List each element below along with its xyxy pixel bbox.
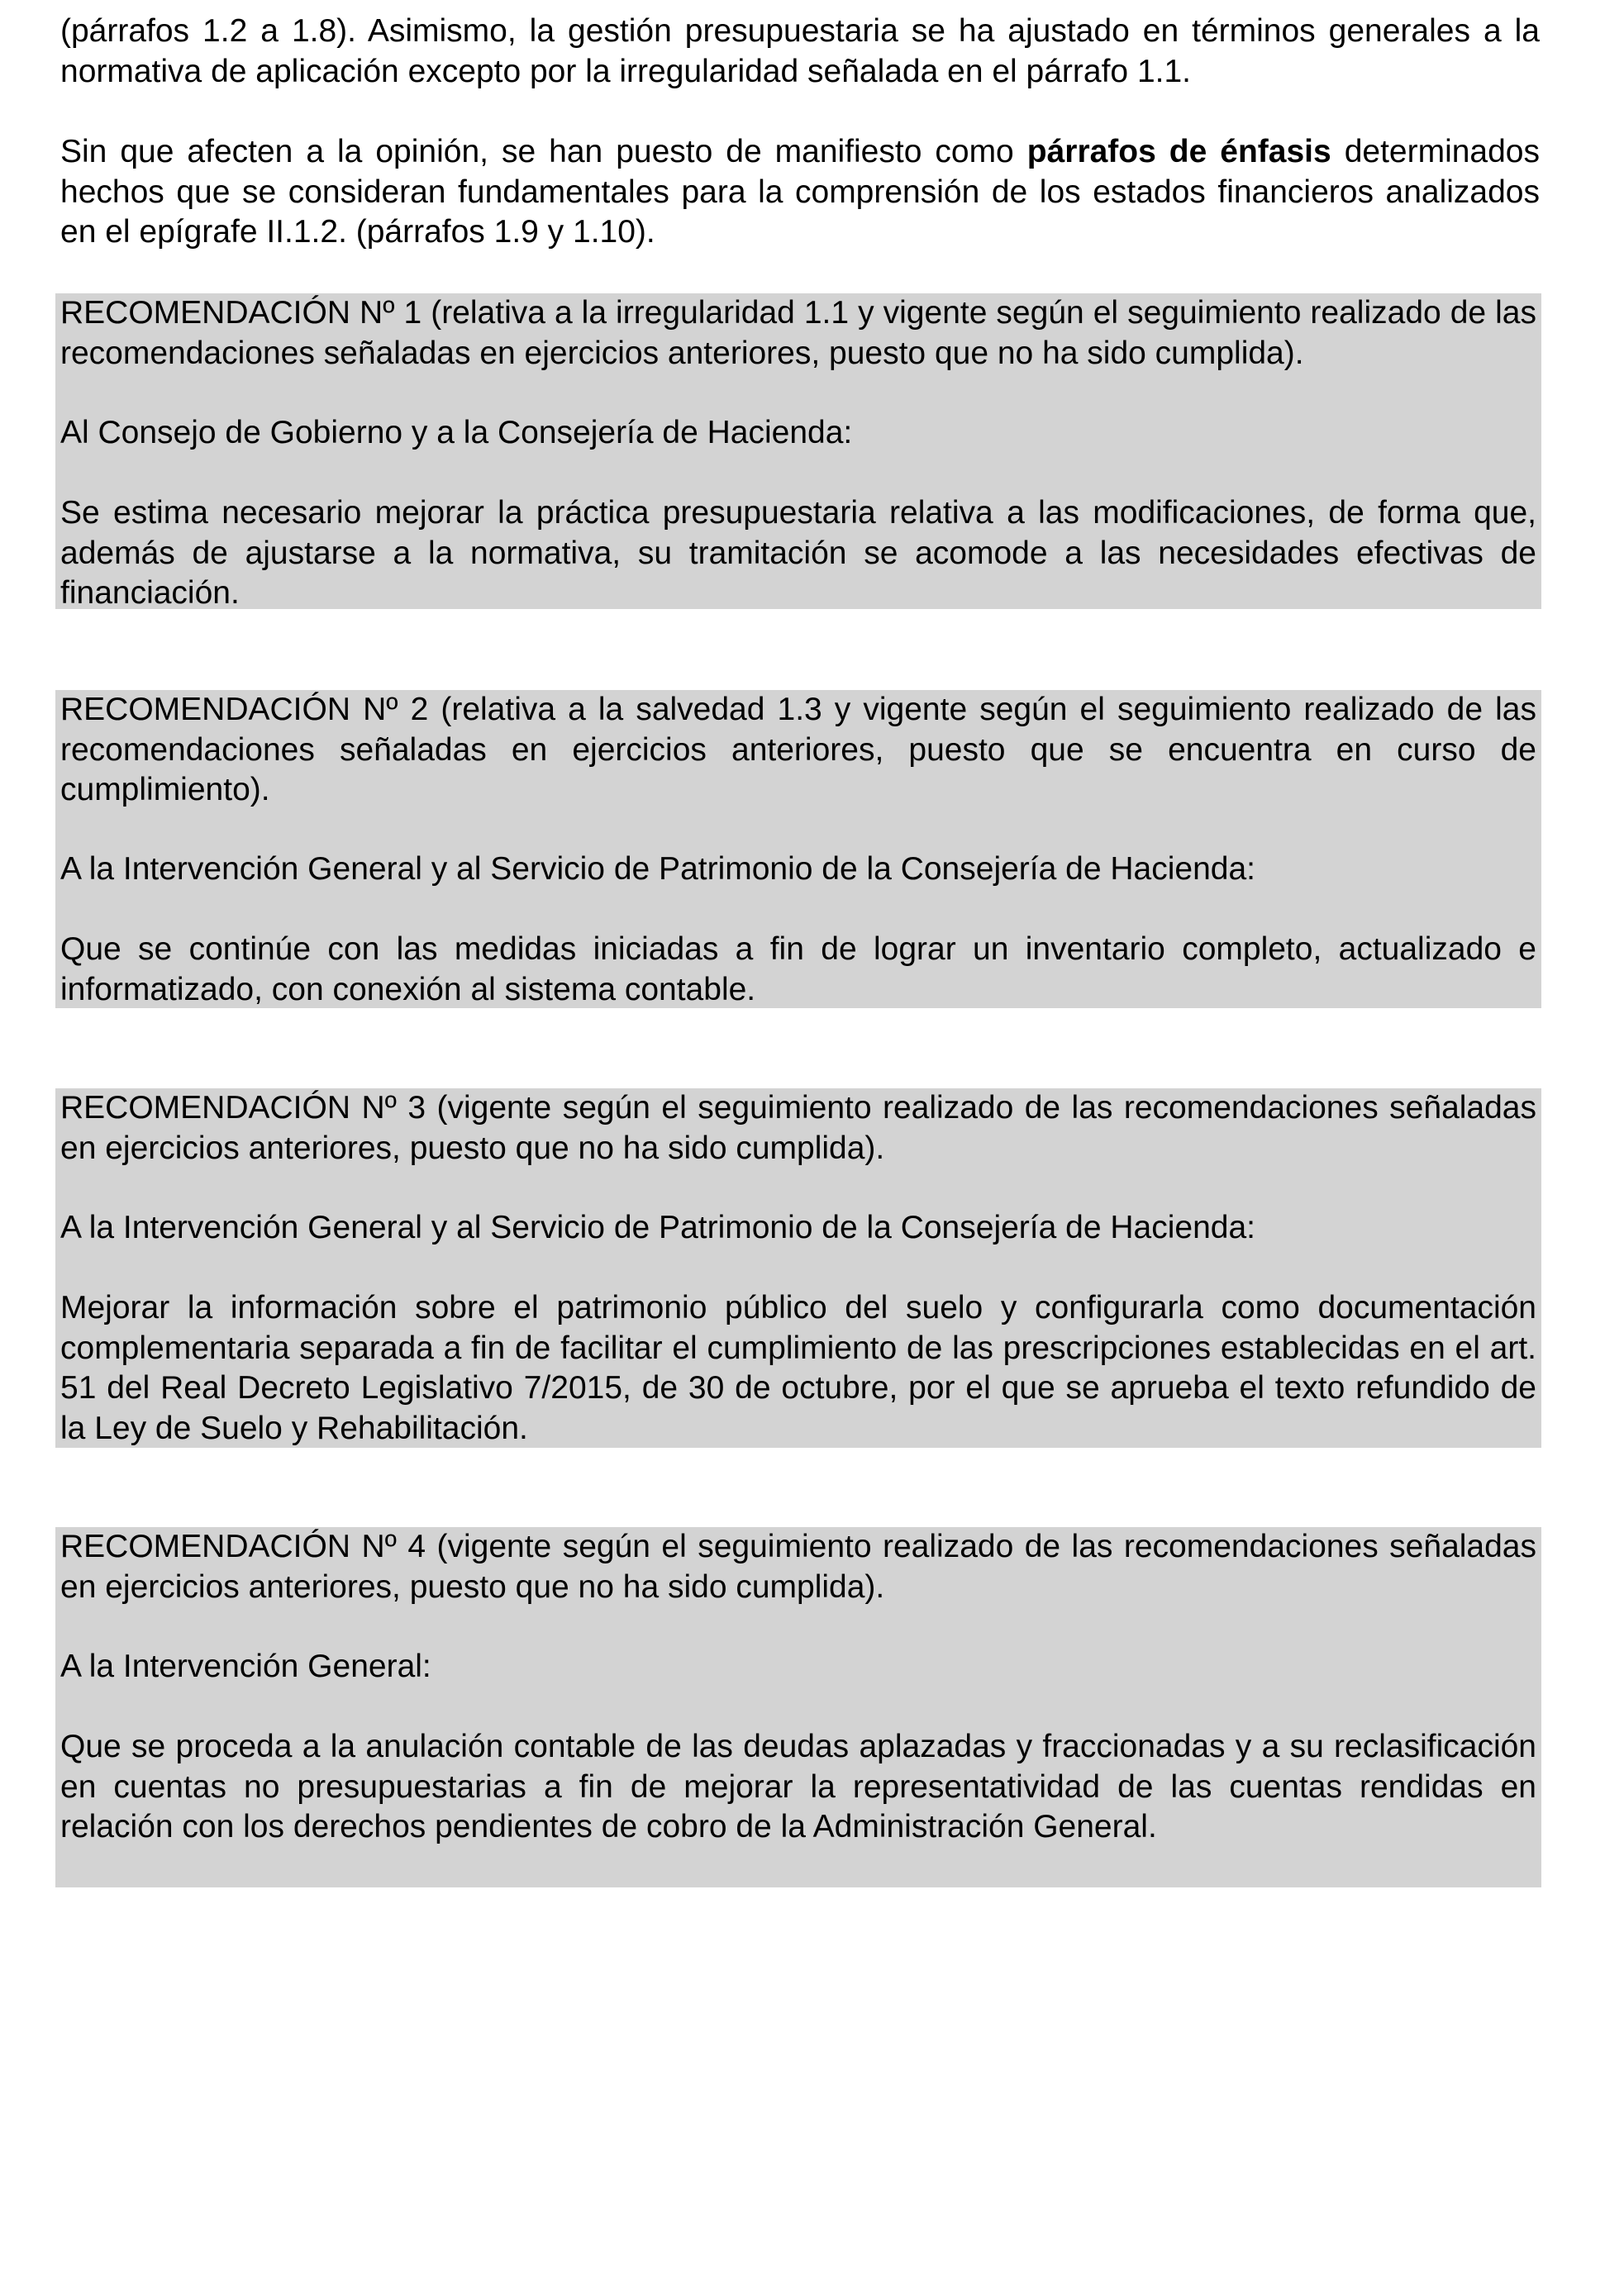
emphasis-term: párrafos de énfasis <box>1026 134 1331 169</box>
recommendation-box-4 <box>55 1527 1541 1887</box>
recommendation-4-addressee: A la Intervención General: <box>60 1649 431 1684</box>
intro-paragraph-2 <box>55 132 1540 253</box>
recommendation-1-header: RECOMENDACIÓN Nº 1 (relativa a la irregularidad 1.1 y vigente según el seguimiento realizado de las recomendaciones señaladas en ejercicios anteriores, puesto que no ha sido cumplida). <box>60 295 1536 371</box>
recommendation-2-body: Que se continúe con las medidas iniciadas a fin de lograr un inventario completo, actualizado e informatizado, con conexión al sistema contable. <box>60 931 1536 1007</box>
recommendation-1-addressee: Al Consejo de Gobierno y a la Consejería de Hacienda: <box>60 415 853 450</box>
recommendation-3-addressee: A la Intervención General y al Servicio de Patrimonio de la Consejería de Hacienda: <box>60 1210 1255 1245</box>
recommendation-3-header: RECOMENDACIÓN Nº 3 (vigente según el seguimiento realizado de las recomendaciones señaladas en ejercicios anteriores, puesto que no ha sido cumplida). <box>60 1090 1536 1166</box>
recommendation-4-body: Que se proceda a la anulación contable de las deudas aplazadas y fraccionadas y a su reclasificación en cuentas no presupuestarias a fin de mejorar la representatividad de las cuentas rendidas en relación con los derechos pendientes de cobro de la Administración General. <box>60 1729 1536 1844</box>
intro-paragraph-1: (párrafos 1.2 a 1.8). Asimismo, la gestión presupuestaria se ha ajustado en términos generales a la normativa de aplicación excepto por la irregularidad señalada en el párrafo 1.1. <box>60 13 1540 89</box>
recommendation-1-body: Se estima necesario mejorar la práctica presupuestaria relativa a las modificaciones, de forma que, además de ajustarse a la normativa, su tramitación se acomode a las necesidades efectivas de financiación. <box>60 495 1536 611</box>
recommendation-4-header: RECOMENDACIÓN Nº 4 (vigente según el seguimiento realizado de las recomendaciones señaladas en ejercicios anteriores, puesto que no ha sido cumplida). <box>60 1529 1536 1605</box>
intro-paragraph-2-text-end: determinados hechos que se consideran fundamentales para la comprensión de los estados financieros analizados en el epígrafe II.1.2. (párrafos 1.9 y 1.10). <box>60 134 1540 250</box>
recommendation-2-addressee: A la Intervención General y al Servicio de Patrimonio de la Consejería de Hacienda: <box>60 851 1255 887</box>
recommendation-box-1 <box>55 293 1541 609</box>
intro-paragraph-2-text-start: Sin que afecten a la opinión, se han puesto de manifiesto como <box>60 134 1027 169</box>
recommendation-2-header: RECOMENDACIÓN Nº 2 (relativa a la salvedad 1.3 y vigente según el seguimiento realizado de las recomendaciones señaladas en ejercicios anteriores, puesto que se encuentra en curso de cumplimiento). <box>60 692 1536 807</box>
recommendation-box-2 <box>55 690 1541 1008</box>
recommendation-box-3 <box>55 1088 1541 1448</box>
recommendation-3-body: Mejorar la información sobre el patrimonio público del suelo y configurarla como documentación complementaria separada a fin de facilitar el cumplimiento de las prescripciones establecidas en el art. 51 del Real Decreto Legislativo 7/2015, de 30 de octubre, por el que se aprueba el texto refundido de la Ley de Suelo y Rehabilitación. <box>60 1290 1536 1446</box>
